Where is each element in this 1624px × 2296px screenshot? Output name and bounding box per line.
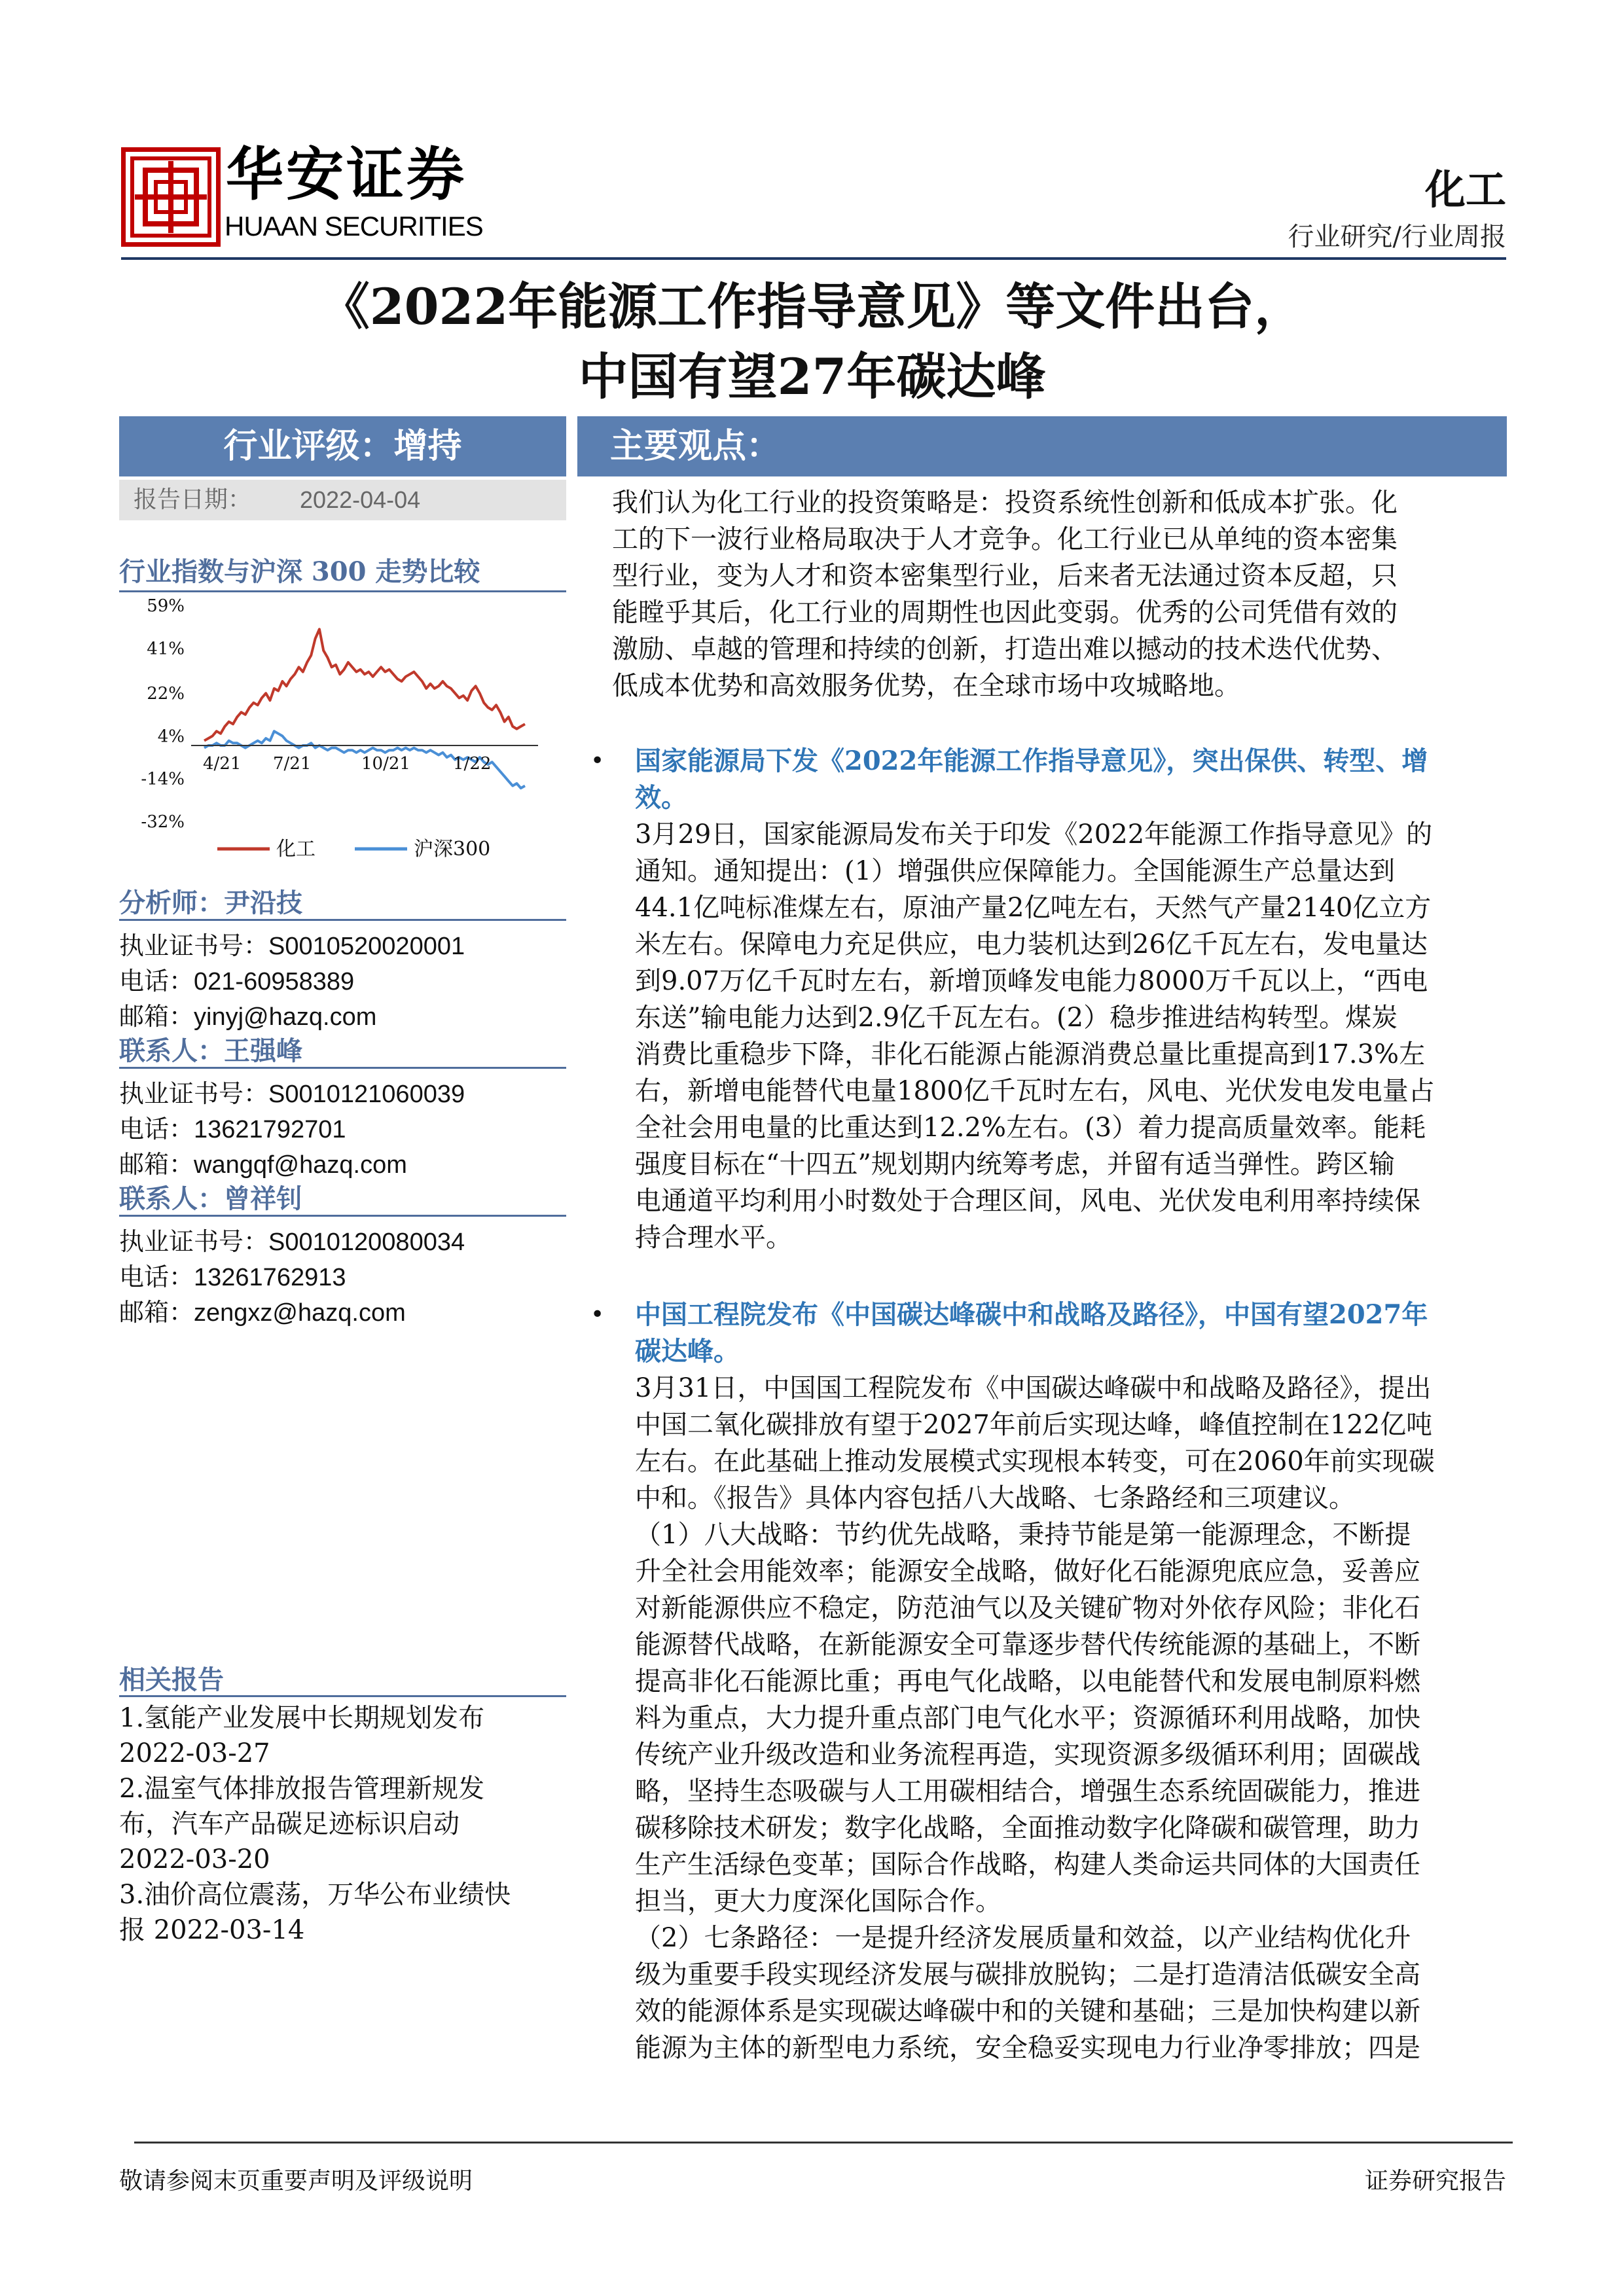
footer-doc-type: 证券研究报告: [1364, 2168, 1506, 2195]
intro-line: 能瞠乎其后，化工行业的周期性也因此变弱。优秀的公司凭借有效的: [612, 598, 1398, 628]
bullet-2-line: （1）八大战略：节约优先战略，秉持节能是第一能源理念，不断提: [635, 1520, 1411, 1550]
bullet-1-body: [635, 816, 1435, 1256]
company-name-cn: 华安证券: [226, 140, 467, 208]
bullet-2-line: 能源为主体的新型电力系统，安全稳妥实现电力行业净零排放；四是: [635, 2033, 1420, 2063]
bullet-2-heading: 中国工程院发布《中国碳达峰碳中和战略及路径》，中国有望2027年 碳达峰。: [635, 1299, 1428, 1367]
bullet-1-heading: 国家能源局下发《2022年能源工作指导意见》，突出保供、转型、增 效。: [635, 745, 1428, 813]
bullet-marker: •: [590, 1301, 605, 1328]
bullet-2-line: 略，坚持生态吸碳与人工用碳相结合，增强生态系统固碳能力，推进: [635, 1776, 1420, 1806]
analyst-2-role: 联系人：王强峰: [119, 1035, 302, 1066]
bullet-2-line: 3月31日，中国国工程院发布《中国碳达峰碳中和战略及路径》，提出: [635, 1373, 1432, 1403]
analyst-3-cert: 执业证书号：S0010120080034: [119, 1227, 465, 1256]
related-reports-heading: 相关报告: [119, 1664, 224, 1695]
bullet-2-line: 料为重点，大力提升重点部门电气化水平；资源循环利用战略，加快: [635, 1703, 1420, 1733]
bullet-1-line: 全社会用电量的比重达到12.2%左右。(3）着力提高质量效率。能耗: [635, 1113, 1426, 1143]
intro-line: 我们认为化工行业的投资策略是：投资系统性创新和低成本扩张。化: [612, 488, 1398, 518]
logo-seal-icon: [126, 152, 216, 242]
bullet-2-line: （2）七条路径：一是提升经济发展质量和效益，以产业结构优化升: [635, 1923, 1411, 1953]
related-reports-rule: [119, 1695, 566, 1697]
bullet-1-line: 消费比重稳步下降，非化石能源占能源消费总量比重提高到17.3%左: [635, 1039, 1426, 1069]
analyst-1-phone: 电话：021-60958389: [119, 967, 355, 996]
report-date-label: 报告日期：: [134, 486, 252, 513]
bullet-2-line: 碳移除技术研发；数字化战略，全面推动数字化降碳和碳管理，助力: [635, 1813, 1420, 1843]
header-divider: [121, 257, 1506, 260]
bullet-1-line: 通知。通知提出：(1）增强供应保障能力。全国能源生产总量达到: [635, 856, 1396, 886]
analyst-3-email[interactable]: 邮箱：zengxz@hazq.com: [119, 1298, 406, 1327]
bullet-1-line: 强度目标在“十四五”规划期内统筹考虑，并留有适当弹性。跨区输: [635, 1149, 1395, 1179]
bullet-2-line: 生产生活绿色变革；国际合作战略，构建人类命运共同体的大国责任: [635, 1850, 1420, 1880]
x-tick-label: 7/21: [273, 753, 312, 774]
x-tick-label: 4/21: [203, 753, 242, 774]
main-points-heading: 主要观点：: [577, 416, 1507, 476]
analyst-2-email[interactable]: 邮箱：wangqf@hazq.com: [119, 1150, 407, 1179]
industry-rating: 行业评级：增持: [119, 416, 566, 476]
bullet-1-line: 米左右。保障电力充足供应，电力装机达到26亿千瓦左右，发电量达: [635, 929, 1428, 960]
bullet-1-line: 电通道平均利用小时数处于合理区间，风电、光伏发电利用率持续保: [635, 1186, 1420, 1216]
y-tick-label: -32%: [141, 812, 185, 832]
bullet-2-line: 升全社会用能效率；能源安全战略，做好化石能源兜底应急，妥善应: [635, 1556, 1420, 1587]
sector-label: 化工: [1424, 166, 1506, 213]
company-logo-mark: [121, 147, 221, 247]
bullet-1-line: 到9.07万亿千瓦时左右，新增顶峰发电能力8000万千瓦以上，“西电: [635, 966, 1428, 996]
footer-divider: [134, 2142, 1513, 2144]
report-date: [119, 480, 566, 520]
analyst-2-cert: 执业证书号：S0010121060039: [119, 1079, 465, 1108]
report-title-line-2: 中国有望27年碳达峰: [578, 348, 1046, 406]
bullet-2-line: 传统产业升级改造和业务流程再造，实现资源多级循环利用；固碳战: [635, 1740, 1420, 1770]
bullet-1-line: 右，新增电能替代电量1800亿千瓦时左右，风电、光伏发电发电量占: [635, 1076, 1435, 1106]
y-tick-label: 59%: [147, 596, 185, 616]
x-tick-label: 10/21: [361, 753, 410, 774]
x-tick-label: 1/22: [453, 753, 492, 774]
analyst-1-rule: [119, 919, 566, 921]
intro-line: 低成本优势和高效服务优势，在全球市场中攻城略地。: [612, 671, 1240, 701]
company-name-en: HUAAN SECURITIES: [225, 211, 483, 242]
bullet-2-line: 提高非化石能源比重；再电气化战略，以电能替代和发展电制原料燃: [635, 1666, 1420, 1696]
related-report-line: 2022-03-20: [119, 1844, 270, 1874]
legend-label-chemical: 化工: [276, 838, 316, 861]
bullet-1-line: 3月29日，国家能源局发布关于印发《2022年能源工作指导意见》的: [635, 819, 1433, 850]
bullet-1-line: 东送”输电能力达到2.9亿千瓦左右。(2）稳步推进结构转型。煤炭: [635, 1003, 1398, 1033]
bullet-2-line: 效的能源体系是实现碳达峰碳中和的关键和基础；三是加快构建以新: [635, 1996, 1420, 2026]
y-tick-label: 4%: [157, 726, 185, 747]
analyst-2-phone: 电话：13621792701: [119, 1115, 346, 1143]
bullet-2-line: 级为重要手段实现经济发展与碳排放脱钩；二是打造清洁低碳安全高: [635, 1960, 1420, 1990]
analyst-3-phone: 电话：13261762913: [119, 1263, 346, 1291]
related-report-line[interactable]: 2.温室气体排放报告管理新规发: [119, 1774, 485, 1804]
analyst-3-role: 联系人：曾祥钊: [119, 1183, 302, 1214]
y-tick-label: -14%: [141, 769, 185, 789]
bullet-2-line: 担当，更大力度深化国际合作。: [635, 1886, 1001, 1916]
bullet-2-line: 中和。《报告》具体内容包括八大战略、七条路经和三项建议。: [635, 1483, 1355, 1513]
bullet-1-line: 44.1亿吨标准煤左右，原油产量2亿吨左右，天然气产量2140亿立方: [635, 893, 1432, 923]
bullet-1-line: 持合理水平。: [635, 1223, 792, 1253]
report-type: 行业研究/行业周报: [1288, 222, 1506, 252]
analyst-1-cert: 执业证书号：S0010520020001: [119, 931, 465, 960]
bullet-2-line: 中国二氧化碳排放有望于2027年前后实现达峰，峰值控制在122亿吨: [635, 1410, 1433, 1440]
series-line-chemical: [204, 629, 525, 740]
analyst-1-role: 分析师：尹沿技: [119, 888, 302, 918]
bullet-2-line: 左右。在此基础上推动发展模式实现根本转变，可在2060年前实现碳: [635, 1446, 1435, 1477]
chart-heading: 行业指数与沪深 300 走势比较: [119, 556, 480, 587]
analyst-3-rule: [119, 1215, 566, 1217]
y-tick-label: 22%: [147, 684, 185, 704]
bullet-2-body: [635, 1370, 1435, 2066]
bullet-marker: •: [590, 747, 605, 774]
y-tick-label: 41%: [147, 639, 185, 659]
report-title-line-1: 《2022年能源工作指导意见》等文件出台，: [319, 278, 1305, 336]
bullet-2-line: 对新能源供应不稳定，防范油气以及关键矿物对外依存风险；非化石: [635, 1593, 1420, 1623]
intro-line: 激励、卓越的管理和持续的创新，打造出难以撼动的技术迭代优势、: [612, 634, 1398, 664]
analyst-2-rule: [119, 1067, 566, 1069]
related-report-line[interactable]: 报 2022-03-14: [119, 1915, 305, 1945]
report-date-value: 2022-04-04: [300, 486, 421, 513]
related-report-line: 2022-03-27: [119, 1738, 270, 1768]
analyst-1-email[interactable]: 邮箱：yinyj@hazq.com: [119, 1002, 377, 1031]
performance-chart: [119, 592, 566, 874]
intro-line: 型行业，变为人才和资本密集型行业，后来者无法通过资本反超，只: [612, 561, 1398, 591]
intro-paragraph: [612, 484, 1398, 704]
intro-line: 工的下一波行业格局取决于人才竞争。化工行业已从单纯的资本密集: [612, 524, 1398, 554]
related-report-line[interactable]: 布，汽车产品碳足迹标识启动: [119, 1809, 460, 1839]
footer-disclaimer[interactable]: 敬请参阅末页重要声明及评级说明: [119, 2168, 473, 2195]
legend-label-hs300: 沪深300: [414, 838, 491, 861]
bullet-2-line: 能源替代战略，在新能源安全可靠逐步替代传统能源的基础上，不断: [635, 1630, 1420, 1660]
related-report-line[interactable]: 3.油价高位震荡，万华公布业绩快: [119, 1880, 511, 1910]
related-report-line[interactable]: 1.氢能产业发展中长期规划发布: [119, 1703, 485, 1733]
